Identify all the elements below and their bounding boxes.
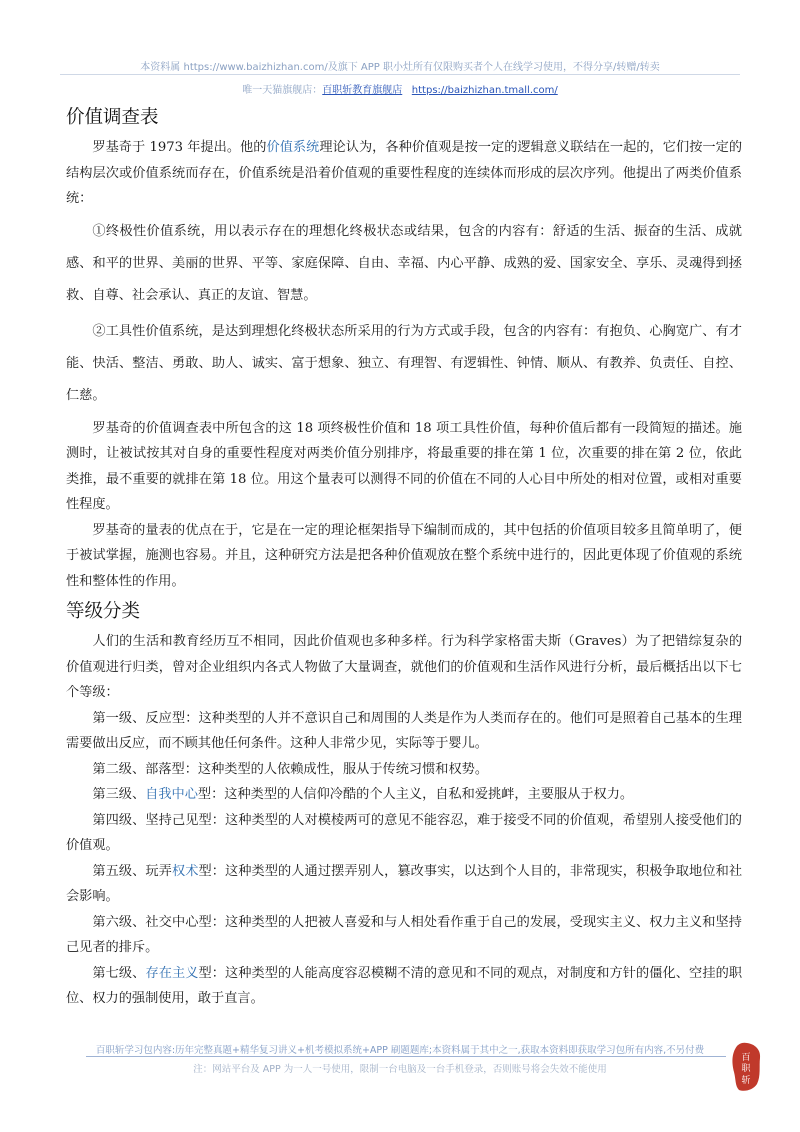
paragraph: 罗基奇于 1973 年提出。他的价值系统理论认为，各种价值观是按一定的逻辑意义联结在一起的，它们按一定的结构层次或价值系统而存在，价值系统是沿着价值观的重要性程度的连续体而形成的层次序列。他提出了两类价值系统： — [66, 140, 743, 206]
svg-text:百: 百 — [741, 1053, 751, 1063]
header-copyright-notice: 本资料属 https://www.baizhizhan.com/及旗下 APP 职小灶所有仅限购买者个人在线学习使用，不得分享/转赠/转卖 — [140, 62, 660, 73]
header-divider — [60, 74, 740, 75]
paragraph: 罗基奇的量表的优点在于，它是在一定的理论框架指导下编制而成的，其中包括的价值项目较多且简单明了，便于被试掌握，施测也容易。并且，这种研究方法是把各种价值观放在整个系统中进行的，因此更体现了价值观的系统性和整体性的作用。 — [66, 522, 742, 589]
svg-text:斩: 斩 — [741, 1076, 751, 1086]
paragraph: 罗基奇的价值调查表中所包含的这 18 项终极性价值和 18 项工具性价值，每种价值后都有一段简短的描述。施测时，让被试按其对自身的重要性程度对两类价值分别排序，将最重要的排在第 1 位，次重要的排在第 2 位，依此类推，最不重要的就排在第 18 位。用这个量表可以测得不同的价值在不同的人心目中所处的相对位置，或相对重要性程度。 — [66, 420, 742, 512]
svg-text:职: 职 — [741, 1064, 751, 1074]
shop-url-link[interactable]: https://baizhizhan.tmall.com/ — [411, 85, 558, 96]
section-title-grade-classification: 等级分类 — [66, 601, 141, 622]
existentialism-link[interactable]: 存在主义 — [145, 965, 199, 981]
section-title-value-survey: 价值调查表 — [66, 107, 159, 128]
value-system-link[interactable]: 价值系统 — [266, 140, 320, 155]
paragraph: 人们的生活和教育经历互不相同，因此价值观也多种多样。行为科学家格雷夫斯（Graves）为了把错综复杂的价值观进行归类，曾对企业组织内各式人物做了大量调查，就他们的价值观和生活作风进行分析，最后概括出以下七个等级： — [66, 634, 742, 700]
document-body — [66, 104, 742, 1012]
level-item: 第七级、存在主义型：这种类型的人能高度容忍模糊不清的意见和不同的观点，对制度和方针的僵化、空挂的职位、权力的强制使用，敢于直言。 — [66, 965, 743, 1006]
footer-account-notice: 注：网站平台及 APP 为一人一号使用，限制一台电脑及一台手机登录，否则账号将会失效不能使用 — [193, 1064, 607, 1075]
level-item: 第六级、社交中心型：这种类型的人把被人喜爱和与人相处看作重于自己的发展，受现实主义、权力主义和坚持己见者的排斥。 — [66, 914, 742, 955]
level-item: 第四级、坚持己见型：这种类型的人对模棱两可的意见不能容忍，难于接受不同的价值观，希望别人接受他们的价值观。 — [66, 812, 742, 853]
brand-seal-logo — [729, 1040, 763, 1092]
shop-name-link[interactable]: 百职斩教育旗舰店 — [322, 85, 403, 96]
shop-label: 唯一天猫旗舰店： — [242, 85, 323, 96]
header-shop-line — [0, 81, 800, 96]
level-item: 第三级、自我中心型：这种类型的人信仰冷酷的个人主义，自私和爱挑衅，主要服从于权力。 — [92, 787, 634, 802]
list-item-instrumental-values: ②工具性价值系统，是达到理想化终极状态所采用的行为方式或手段，包含的内容有：有抱负、心胸宽广、有才能、快活、整洁、勇敢、助人、诚实、富于想象、独立、有理智、有逻辑性、钟情、顺从、有教养、负责任、自控、仁慈。 — [66, 323, 742, 403]
egocentric-link[interactable]: 自我中心 — [145, 787, 198, 802]
list-item-terminal-values: ①终极性价值系统，用以表示存在的理想化终极状态或结果，包含的内容有：舒适的生活、振奋的生活、成就感、和平的世界、美丽的世界、平等、家庭保障、自由、幸福、内心平静、成熟的爱、国家安全、享乐、灵魂得到拯救、自尊、社会承认、真正的友谊、智慧。 — [66, 223, 742, 303]
level-item: 第五级、玩弄权术型：这种类型的人通过摆弄别人，篡改事实，以达到个人目的，非常现实，积极争取地位和社会影响。 — [66, 863, 743, 904]
level-item: 第二级、部落型：这种类型的人依赖成性，服从于传统习惯和权势。 — [92, 761, 489, 777]
power-tactics-link[interactable]: 权术 — [171, 863, 199, 879]
footer-divider — [86, 1056, 726, 1057]
footer-package-notice: 百职斩学习包内容:历年完整真题+精华复习讲义+机考模拟系统+APP 刷题题库;本资料属于其中之一,获取本资料即获取学习包所有内容,不另付费 — [95, 1045, 705, 1056]
level-item: 第一级、反应型：这种类型的人并不意识自己和周围的人类是作为人类而存在的。他们可是照着自己基本的生理需要做出反应，而不顾其他任何条件。这种人非常少见，实际等于婴儿。 — [66, 710, 742, 751]
